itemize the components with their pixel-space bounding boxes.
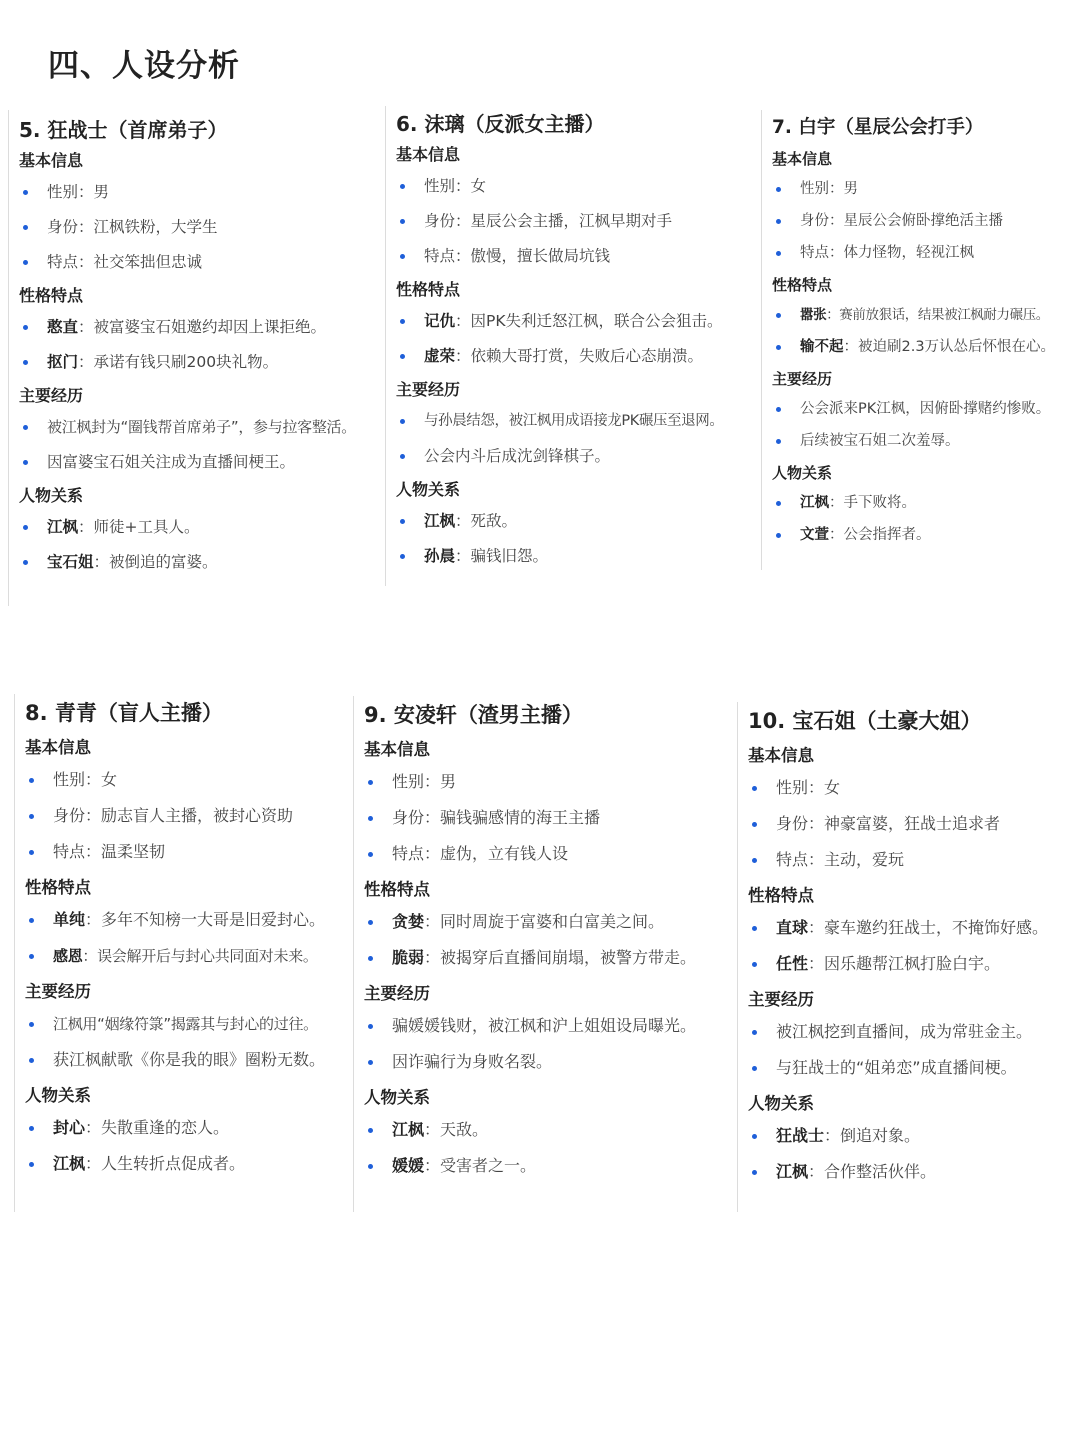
section-basic-title: 基本信息 [25, 738, 91, 757]
list-item: 单纯：多年不知榜一大哥是旧爱封心。 [25, 908, 354, 932]
list-item: 因诈骗行为身败名裂。 [364, 1050, 738, 1074]
list-item: 封心：失散重逢的恋人。 [25, 1116, 354, 1140]
list-item: 狂战士：倒追对象。 [748, 1124, 1077, 1148]
list-item: 特点：体力怪物，轻视江枫 [772, 242, 1078, 264]
section-experience-title: 主要经历 [364, 984, 430, 1003]
list-item: 江枫：手下败将。 [772, 492, 1078, 514]
section-basic-title: 基本信息 [19, 151, 84, 170]
list-item: 感恩：误会解开后与封心共同面对未来。 [25, 944, 354, 968]
list-item: 任性：因乐趣帮江枫打脸白宇。 [748, 952, 1077, 976]
list-item: 憨直：被富婆宝石姐邀约却因上课拒绝。 [19, 315, 386, 339]
section-personality-title: 性格特点 [772, 276, 833, 294]
list-item: 性别：女 [748, 776, 1077, 800]
section-personality-title: 性格特点 [364, 880, 430, 899]
character-title: 9. 安凌轩（渣男主播） [364, 703, 583, 727]
character-title: 10. 宝石姐（土豪大姐） [748, 709, 982, 733]
list-item: 虚荣：依赖大哥打赏，失败后心态崩溃。 [396, 344, 762, 368]
section-relations-title: 人物关系 [772, 464, 833, 482]
list-item: 记仇：因PK失利迁怒江枫，联合公会狙击。 [396, 309, 762, 333]
section-experience-title: 主要经历 [772, 370, 833, 388]
list-item: 江枫：合作整活伙伴。 [748, 1160, 1077, 1184]
list-item: 与狂战士的“姐弟恋”成直播间梗。 [748, 1056, 1077, 1080]
list-item: 媛媛：受害者之一。 [364, 1154, 738, 1178]
section-relations-title: 人物关系 [19, 486, 84, 505]
list-item: 被江枫挖到直播间，成为常驻金主。 [748, 1020, 1077, 1044]
list-item: 公会派来PK江枫，因俯卧撑赌约惨败。 [772, 398, 1078, 420]
list-item: 性别：男 [772, 178, 1078, 200]
list-item: 身份：江枫铁粉，大学生 [19, 215, 386, 239]
list-item: 被江枫封为“圈钱帮首席弟子”，参与拉客整活。 [19, 415, 386, 439]
section-personality-title: 性格特点 [748, 886, 814, 905]
list-item: 特点：傲慢，擅长做局坑钱 [396, 244, 762, 268]
character-title: 6. 沫璃（反派女主播） [396, 112, 605, 136]
list-item: 贪婪：同时周旋于富婆和白富美之间。 [364, 910, 738, 934]
list-item: 特点：虚伪，立有钱人设 [364, 842, 738, 866]
list-item: 性别：女 [25, 768, 354, 792]
character-card-5 [8, 110, 386, 606]
character-card-6 [385, 106, 762, 586]
list-item: 获江枫献歌《你是我的眼》圈粉无数。 [25, 1048, 354, 1072]
list-item: 抠门：承诺有钱只刷200块礼物。 [19, 350, 386, 374]
list-item: 江枫：人生转折点促成者。 [25, 1152, 354, 1176]
list-item: 性别：男 [364, 770, 738, 794]
section-relations-title: 人物关系 [364, 1088, 430, 1107]
list-item: 特点：主动，爱玩 [748, 848, 1077, 872]
section-experience-title: 主要经历 [25, 982, 91, 1001]
section-experience-title: 主要经历 [19, 386, 84, 405]
page-title: 四、人设分析 [48, 48, 240, 84]
character-card-8 [14, 694, 354, 1212]
section-basic-title: 基本信息 [748, 746, 814, 765]
section-relations-title: 人物关系 [396, 480, 461, 499]
character-title: 7. 白宇（星辰公会打手） [772, 117, 984, 138]
character-card-10 [737, 702, 1077, 1212]
list-item: 嚣张：赛前放狠话，结果被江枫耐力碾压。 [772, 304, 1078, 326]
section-relations-title: 人物关系 [25, 1086, 91, 1105]
list-item: 脆弱：被揭穿后直播间崩塌，被警方带走。 [364, 946, 738, 970]
section-personality-title: 性格特点 [396, 280, 461, 299]
list-item: 公会内斗后成沈剑锋棋子。 [396, 444, 762, 468]
character-title: 8. 青青（盲人主播） [25, 701, 223, 725]
list-item: 特点：温柔坚韧 [25, 840, 354, 864]
character-title: 5. 狂战士（首席弟子） [19, 118, 228, 142]
list-item: 宝石姐：被倒追的富婆。 [19, 550, 386, 574]
section-basic-title: 基本信息 [364, 740, 430, 759]
character-card-9 [353, 696, 738, 1212]
list-item: 后续被宝石姐二次羞辱。 [772, 430, 1078, 452]
section-experience-title: 主要经历 [748, 990, 814, 1009]
section-experience-title: 主要经历 [396, 380, 461, 399]
list-item: 江枫用“姻缘符箓”揭露其与封心的过往。 [25, 1012, 354, 1036]
list-item: 输不起：被迫刷2.3万认怂后怀恨在心。 [772, 336, 1078, 358]
list-item: 特点：社交笨拙但忠诚 [19, 250, 386, 274]
list-item: 身份：星辰公会主播，江枫早期对手 [396, 209, 762, 233]
list-item: 直球：豪车邀约狂战士，不掩饰好感。 [748, 916, 1077, 940]
list-item: 文萱：公会指挥者。 [772, 524, 1078, 546]
list-item: 性别：女 [396, 174, 762, 198]
section-basic-title: 基本信息 [772, 150, 833, 168]
section-personality-title: 性格特点 [19, 286, 84, 305]
list-item: 江枫：师徒+工具人。 [19, 515, 386, 539]
list-item: 身份：星辰公会俯卧撑绝活主播 [772, 210, 1078, 232]
character-card-7 [761, 110, 1078, 570]
list-item: 江枫：天敌。 [364, 1118, 738, 1142]
list-item: 骗媛媛钱财，被江枫和沪上姐姐设局曝光。 [364, 1014, 738, 1038]
list-item: 因富婆宝石姐关注成为直播间梗王。 [19, 450, 386, 474]
list-item: 孙晨：骗钱旧怨。 [396, 544, 762, 568]
section-personality-title: 性格特点 [25, 878, 91, 897]
list-item: 身份：励志盲人主播，被封心资助 [25, 804, 354, 828]
section-basic-title: 基本信息 [396, 145, 461, 164]
section-relations-title: 人物关系 [748, 1094, 814, 1113]
list-item: 江枫：死敌。 [396, 509, 762, 533]
list-item: 与孙晨结怨，被江枫用成语接龙PK碾压至退网。 [396, 409, 762, 433]
list-item: 身份：神豪富婆，狂战士追求者 [748, 812, 1077, 836]
list-item: 性别：男 [19, 180, 386, 204]
list-item: 身份：骗钱骗感情的海王主播 [364, 806, 738, 830]
